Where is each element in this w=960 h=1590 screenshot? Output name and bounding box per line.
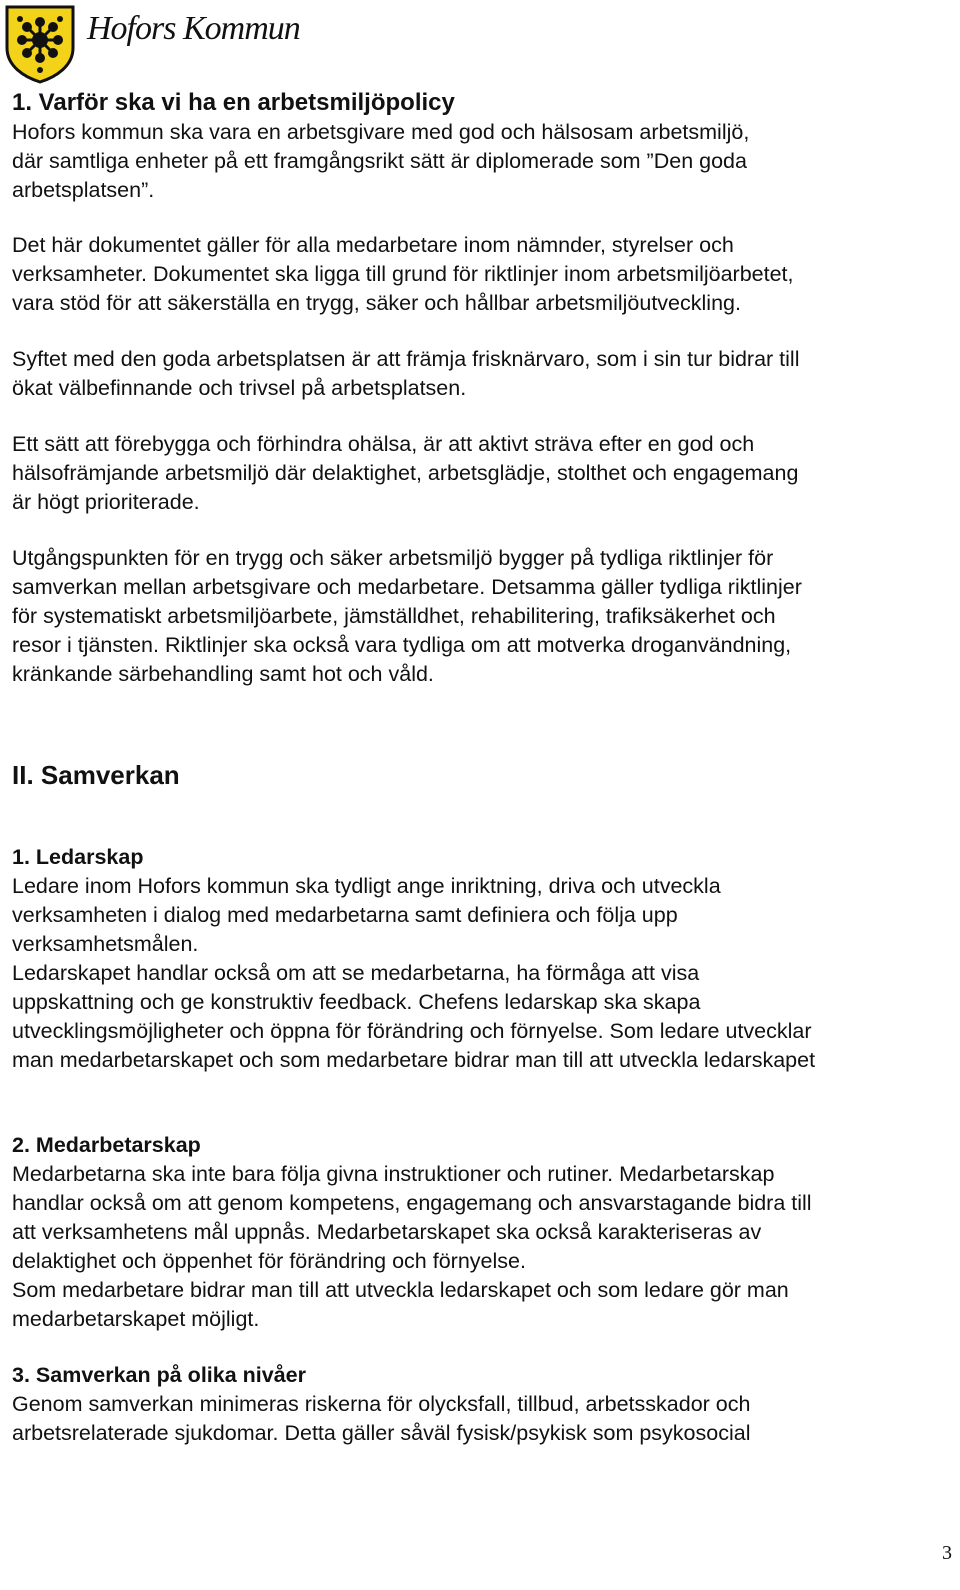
paragraph-guidelines: Utgångspunkten för en trygg och säker arbetsmiljö bygger på tydliga riktlinjer för samverkan mellan arbetsgivare och medarbetare. Detsamma gäller tydliga riktlinjer för systematiskt arbetsmiljöarbete, jämställdhet, rehabilitering, trafiksäkerhet och resor i tjänsten. Riktlinjer ska också vara tydliga om att motverka droganvändning, kränkande särbehandling samt hot och våld. <box>12 546 802 686</box>
paragraph-purpose: Syftet med den goda arbetsplatsen är att främja frisknärvaro, som i sin tur bidrar till ökat välbefinnande och trivsel på arbetsplatsen. <box>12 347 800 400</box>
subsection-heading-medarbetarskap: 2. Medarbetarskap <box>12 1133 201 1157</box>
paragraph-intro: Hofors kommun ska vara en arbetsgivare med god och hälsosam arbetsmiljö, där samtliga enheter på ett framgångsrikt sätt är diplomerade som ”Den goda arbetsplatsen”. <box>12 120 750 202</box>
paragraph-prevention: Ett sätt att förebygga och förhindra ohälsa, är att aktivt sträva efter en god och hälsofrämjande arbetsmiljö där delaktighet, arbetsglädje, stolthet och engagemang är högt prioriterade. <box>12 432 799 514</box>
brand-name: Hofors Kommun <box>87 10 300 47</box>
section-heading: 1. Varför ska vi ha en arbetsmiljöpolicy <box>12 89 455 116</box>
paragraph-medarbetarskap: Medarbetarna ska inte bara följa givna instruktioner och rutiner. Medarbetarskap handlar också om att genom kompetens, engagemang och ansvarstagande bidra till att verksamhetens mål uppnås. Medarbetarskapet ska också karakteriseras av delaktighet och öppenhet för förändring och förnyelse. Som medarbetare bidrar man till att utveckla ledarskapet och som ledare gör man medarbetarskapet möjligt. <box>12 1162 812 1331</box>
paragraph-samverkan: Genom samverkan minimeras riskerna för olycksfall, tillbud, arbetsskador och arbetsrelaterade sjukdomar. Detta gäller såväl fysisk/psykisk som psykosocial <box>12 1392 751 1445</box>
paragraph-ledarskap: Ledare inom Hofors kommun ska tydligt ange inriktning, driva och utveckla verksamheten i dialog med medarbetarna samt definiera och följa upp verksamhetsmålen. Ledarskapet handlar också om att se medarbetarna, ha förmåga att visa uppskattning och ge konstruktiv feedback. Chefens ledarskap ska skapa utvecklingsmöjligheter och öppna för förändring och förnyelse. Som ledare utvecklar man medarbetarskapet och som medarbetare bidrar man till att utveckla ledarskapet <box>12 874 816 1072</box>
hofors-coat-of-arms-icon <box>4 4 76 84</box>
subsection-heading-ledarskap: 1. Ledarskap <box>12 845 144 869</box>
page-number: 3 <box>942 1542 952 1564</box>
chapter-heading: II. Samverkan <box>12 760 180 790</box>
subsection-heading-samverkan: 3. Samverkan på olika nivåer <box>12 1363 306 1387</box>
page-header <box>4 4 300 84</box>
paragraph-scope: Det här dokumentet gäller för alla medarbetare inom nämnder, styrelser och verksamheter. Dokumentet ska ligga till grund för riktlinjer inom arbetsmiljöarbetet, vara stöd för att säkerställa en trygg, säker och hållbar arbetsmiljöutveckling. <box>12 233 794 315</box>
document-body <box>12 88 947 1448</box>
